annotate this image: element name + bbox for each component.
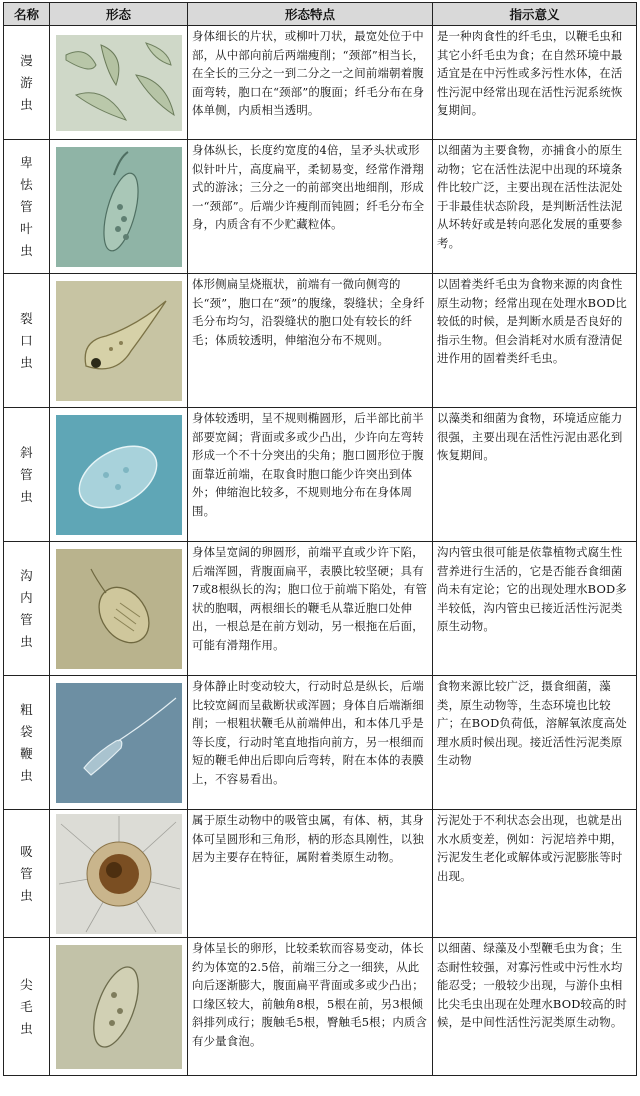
header-features: 形态特点 — [188, 3, 433, 26]
protozoa-indicator-table — [3, 2, 637, 1076]
table-row — [4, 274, 637, 408]
table-row — [4, 26, 637, 140]
organism-name: 卑怯管叶虫 — [20, 154, 33, 258]
table-row — [4, 676, 637, 810]
significance-text: 以细菌为主要食物，亦捕食小的原生动物；它在活性法泥中出现的环境条件比较广泛，主要出现在活性法泥处于非最佳状态阶段，是判断活性法泥从坏转好或是转向恶化发展的重要参考。 — [433, 140, 637, 274]
table-row — [4, 542, 637, 676]
features-text: 身体较透明，呈不规则椭圆形，后半部比前半部要宽阔；背面或多或少凸出，少许向左弯转形成一个不十分突出的尖角；胞口圆形位于腹面靠近前端，在取食时胞口能少许突出到体外；伸缩泡比较多，不规则地分布在身体周围。 — [188, 408, 433, 542]
suctoria-microscope-photo — [56, 814, 182, 934]
features-text: 身体细长的片状，或柳叶刀状，最宽处位于中部，从中部向前后两端瘦削；“颈部”相当长，在全长的三分之一到二分之一之间前端朝着腹面弯转，胞口在“颈部”的腹面；纤毛分布在身体单侧，内质相当透明。 — [188, 26, 433, 140]
header-significance: 指示意义 — [433, 3, 637, 26]
organism-name: 漫游虫 — [20, 52, 33, 112]
trachelophyllum-microscope-photo — [56, 147, 182, 267]
significance-text: 食物来源比较广泛，摄食细菌，藻类，原生动物等，生态环境也比较广；在BOD负荷低，溶解氧浓度高处理水质时候出现。接近活性污泥类原生动物 — [433, 676, 637, 810]
significance-text: 沟内管虫很可能是依靠植物式腐生性营养进行生活的，它是否能吞食细菌尚未有定论；它的出现处理水BOD多半较低，沟内管虫已接近活性污泥类原生动物。 — [433, 542, 637, 676]
significance-text: 以细菌、绿藻及小型鞭毛虫为食；生态耐性较强，对寡污性或中污性水均能忍受；一般较少出现，与游仆虫相比尖毛虫出现在处理水BOD较高的时候，是中间性活性污泥类原生动物。 — [433, 938, 637, 1076]
litonotus-microscope-photo — [56, 35, 182, 131]
organism-name: 尖毛虫 — [20, 976, 33, 1036]
organism-name: 裂口虫 — [20, 310, 33, 370]
peranema-microscope-photo — [56, 683, 182, 803]
header-row — [4, 3, 637, 26]
features-text: 身体静止时变动较大，行动时总是纵长，后端比较宽阔而呈截断状或浑圆；身体自后端渐细削；一根粗状鞭毛从前端伸出，和本体几乎是等长度，行动时笔直地指向前方，另一根细而短的鞭毛伸出后即向后弯转，附在本体的表膜上，不容易看出。 — [188, 676, 433, 810]
table-row — [4, 810, 637, 938]
significance-text: 以藻类和细菌为食物，环境适应能力很强，主要出现在活性污泥由恶化到恢复期间。 — [433, 408, 637, 542]
organism-name: 吸管虫 — [20, 843, 33, 903]
features-text: 属于原生动物中的吸管虫属，有体、柄，其身体可呈圆形和三角形，柄的形态具刚性，以独居为主要存在特征，属附着类原生动物。 — [188, 810, 433, 938]
significance-text: 以固着类纤毛虫为食物来源的肉食性原生动物；经常出现在处理水BOD比较低的时候，是判断水质是否良好的指示生物。但会消耗对水质有澄清促进作用的固着类纤毛虫。 — [433, 274, 637, 408]
header-name: 名称 — [4, 3, 50, 26]
features-text: 身体呈长的卵形，比较柔软而容易变动，体长约为体宽的2.5倍，前端三分之一细狭，从此向后逐渐膨大，腹面扁平背面或多或少凸出；口缘区较大，前触角8根，5根在前，另3根倾斜排列成行；腹触毛5根，臀触毛5根；内质含有少量食泡。 — [188, 938, 433, 1076]
features-text: 身体呈宽阔的卵圆形，前端平直或少许下陷，后端浑圆，背腹面扁平，表膜比较坚硬；具有7或8根纵长的沟；胞口位于前端下陷处，有管状的胞咽，两根细长的鞭毛从靠近胞口处伸出，一根总是在前方划动，另一根拖在后面，可能有滑翔作用。 — [188, 542, 433, 676]
table-row — [4, 938, 637, 1076]
entosiphon-microscope-photo — [56, 549, 182, 669]
amphileptus-microscope-photo — [56, 281, 182, 401]
organism-name: 沟内管虫 — [20, 567, 33, 649]
organism-name: 粗袋鞭虫 — [20, 701, 33, 783]
features-text: 身体纵长，长度约宽度的4倍，呈矛头状或形似针叶片，高度扁平，柔韧易变，经常作滑翔式的游泳；三分之一的前部突出地细削，形成一“颈部”。后端少许瘦削而钝圆；纤毛分布全身，内质含有不少贮藏粒体。 — [188, 140, 433, 274]
header-form: 形态 — [50, 3, 188, 26]
table-row — [4, 140, 637, 274]
significance-text: 污泥处于不利状态会出现，也就是出水水质变差，例如：污泥培养中期，污泥发生老化或解体或污泥膨胀等时出现。 — [433, 810, 637, 938]
chilodonella-microscope-photo — [56, 415, 182, 535]
table-row — [4, 408, 637, 542]
significance-text: 是一种肉食性的纤毛虫，以鞭毛虫和其它小纤毛虫为食；在自然环境中最适宜是在中污性或多污性水体，在活性污泥中经常出现在活性污泥系统恢复期间。 — [433, 26, 637, 140]
organism-name: 斜管虫 — [20, 444, 33, 504]
features-text: 体形侧扁呈烧瓶状，前端有一微向侧弯的长“颈”，胞口在“颈”的腹缘，裂缝状；全身纤毛分布均匀，沿裂缝状的胞口处有较长的纤毛；体质较透明，伸缩泡分布不规则。 — [188, 274, 433, 408]
oxytricha-microscope-photo — [56, 945, 182, 1069]
